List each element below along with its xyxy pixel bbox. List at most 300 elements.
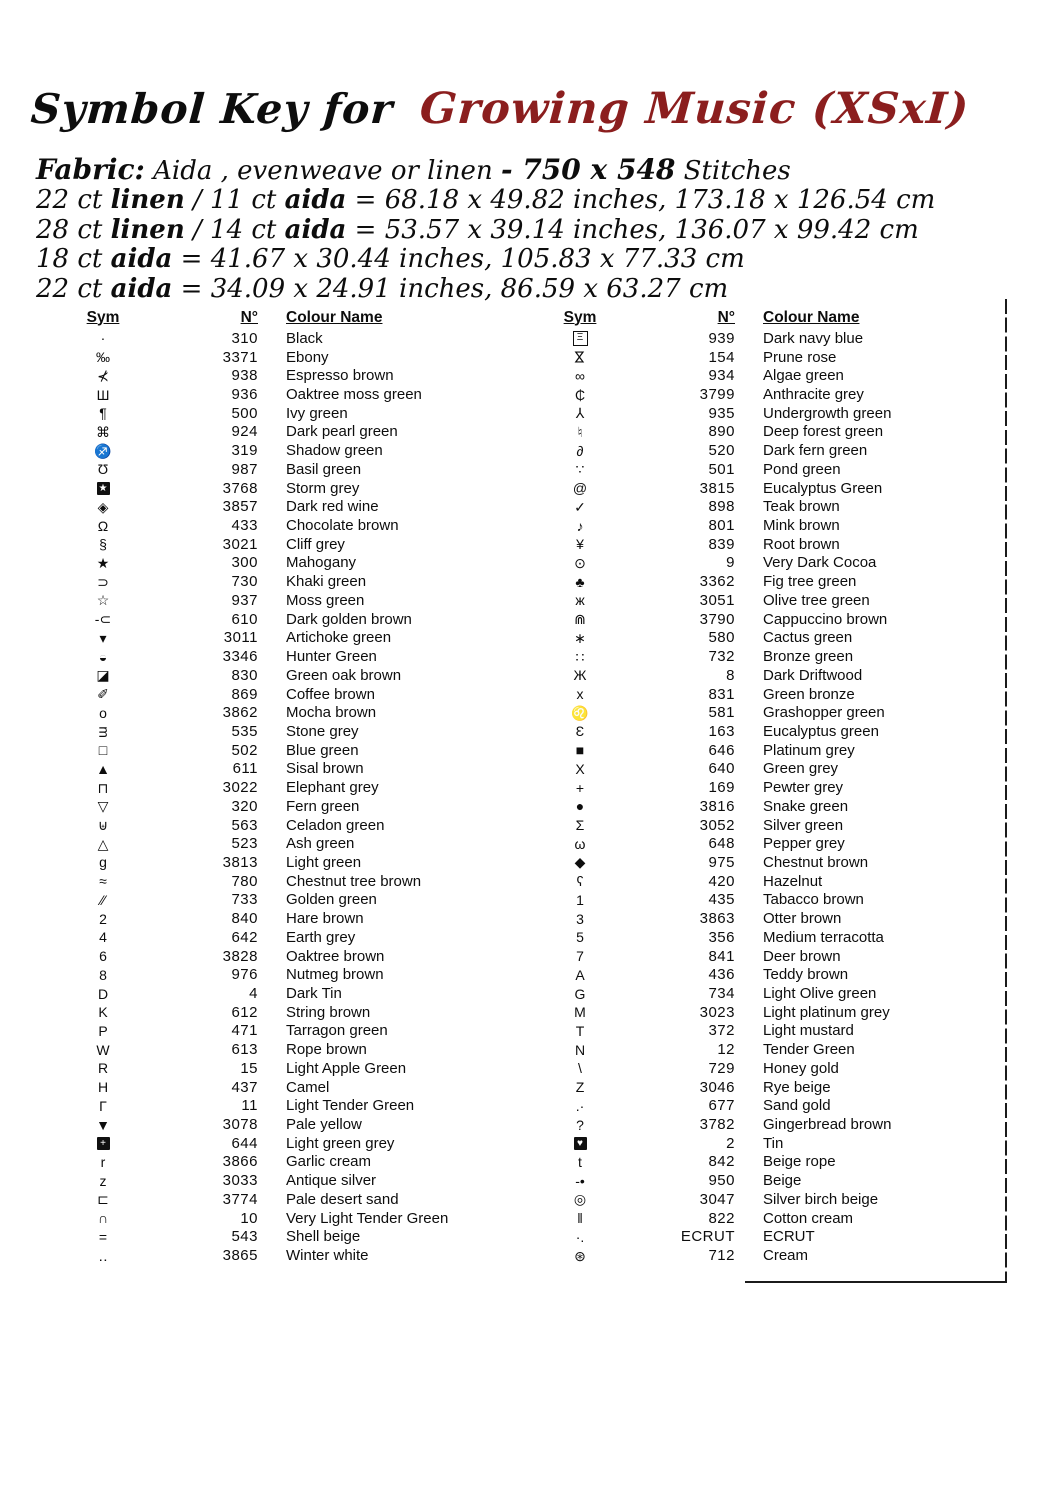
number-cell: 3046: [699, 1078, 735, 1096]
table-row: [545, 891, 1005, 910]
colour-name-cell: Storm grey: [286, 479, 360, 497]
symbol-cell: ⌘: [96, 423, 110, 440]
table-row: [545, 629, 1005, 648]
colour-name-cell: Tabacco brown: [763, 891, 864, 909]
symbol-cell: ∗: [574, 629, 586, 646]
colour-name-cell: Chestnut tree brown: [286, 872, 422, 890]
symbol-cell: N: [574, 1041, 586, 1058]
table-row: [68, 909, 538, 928]
colour-name-cell: Dark navy blue: [763, 329, 864, 347]
number-cell: 310: [231, 329, 258, 347]
colour-name-cell: Light Apple Green: [286, 1059, 407, 1077]
table-row: [545, 554, 1005, 573]
colour-name-cell: ECRUT: [763, 1228, 815, 1246]
colour-name-cell: Basil green: [286, 460, 362, 478]
table-row: [545, 441, 1005, 460]
number-cell: 523: [231, 835, 258, 853]
colour-name-cell: Pepper grey: [763, 835, 845, 853]
table-row: [68, 497, 538, 516]
number-cell: 154: [708, 348, 735, 366]
symbol-cell: ‖: [577, 1210, 583, 1227]
number-cell: 732: [708, 648, 735, 666]
number-cell: 3047: [699, 1190, 735, 1208]
number-cell: 2: [726, 1134, 735, 1152]
symbol-cell: △: [97, 835, 109, 852]
colour-name-cell: Tin: [763, 1134, 784, 1152]
colour-name-cell: Eucalyptus green: [763, 722, 879, 740]
colour-name-cell: Oaktree moss green: [286, 386, 422, 404]
table-row: [545, 816, 1005, 835]
colour-name-cell: Algae green: [763, 367, 844, 385]
colour-name-cell: Ivy green: [286, 404, 348, 422]
table-row: [545, 872, 1005, 891]
symbol-cell: 3: [576, 910, 584, 927]
table-row: [68, 778, 538, 797]
colour-name-cell: Green grey: [763, 760, 839, 778]
table-row: [545, 572, 1005, 591]
symbol-cell: §: [99, 536, 107, 553]
colour-name-cell: Fern green: [286, 797, 360, 815]
symbol-cell: ∷: [575, 648, 585, 665]
colour-name-cell: Dark fern green: [763, 442, 868, 460]
symbol-cell: 1: [576, 891, 584, 908]
table-row: [545, 385, 1005, 404]
colour-name-cell: Beige rope: [763, 1153, 836, 1171]
colour-name-cell: Chestnut brown: [763, 853, 869, 871]
colour-name-cell: Ebony: [286, 348, 329, 366]
number-cell: 420: [708, 872, 735, 890]
table-row: [68, 348, 538, 367]
colour-name-cell: Otter brown: [763, 910, 842, 928]
colour-name-cell: Mahogany: [286, 554, 357, 572]
table-row: [545, 909, 1005, 928]
table-row: [545, 947, 1005, 966]
number-cell: 3078: [222, 1116, 258, 1134]
table-row: [545, 1059, 1005, 1078]
colour-name-cell: Dark Tin: [286, 985, 342, 1003]
symbol-cell: 7: [576, 948, 584, 965]
table-row: [545, 1078, 1005, 1097]
colour-name-cell: Pewter grey: [763, 779, 844, 797]
number-cell: 936: [231, 386, 258, 404]
colour-name-cell: Teak brown: [763, 498, 840, 516]
colour-name-cell: Cliff grey: [286, 535, 345, 553]
table-row: [68, 722, 538, 741]
symbol-cell: T: [575, 1022, 585, 1039]
header-sym: Sym: [563, 308, 597, 326]
colour-name-cell: Sand gold: [763, 1097, 831, 1115]
header-colour-name: Colour Name: [763, 308, 860, 326]
table-row: [545, 1003, 1005, 1022]
number-cell: 169: [708, 779, 735, 797]
symbol-cell: ж: [575, 592, 585, 609]
colour-name-cell: Medium terracotta: [763, 928, 884, 946]
number-cell: 12: [717, 1041, 735, 1059]
symbol-cell: ★: [96, 554, 110, 571]
number-cell: 830: [231, 666, 258, 684]
symbol-cell: ▾: [99, 629, 107, 646]
table-row: [68, 1134, 538, 1153]
table-row: [68, 816, 538, 835]
number-cell: 3346: [222, 648, 258, 666]
table-row: [68, 554, 538, 573]
colour-name-cell: Espresso brown: [286, 367, 394, 385]
table-row: [68, 629, 538, 648]
symbol-table-right: [545, 306, 1005, 1265]
table-row: [68, 666, 538, 685]
colour-name-cell: Honey gold: [763, 1059, 839, 1077]
number-cell: 435: [708, 891, 735, 909]
symbol-cell: 2: [99, 910, 107, 927]
symbol-cell: D: [97, 985, 109, 1002]
colour-name-cell: String brown: [286, 1003, 371, 1021]
symbol-cell: ♮: [577, 423, 583, 440]
table-row: [68, 928, 538, 947]
table-row: [545, 1096, 1005, 1115]
symbol-cell: Χ: [575, 760, 585, 777]
symbol-cell: ♐: [94, 442, 112, 459]
symbol-cell: o: [99, 704, 107, 721]
symbol-cell: M: [574, 1004, 586, 1021]
colour-name-cell: Cactus green: [763, 629, 853, 647]
symbol-cell: ◈: [97, 498, 109, 515]
number-cell: 975: [708, 853, 735, 871]
symbol-cell: Z: [575, 1079, 585, 1096]
symbol-cell: ♥: [574, 1137, 587, 1150]
table-row: [68, 329, 538, 348]
symbol-cell: ?: [576, 1116, 584, 1133]
table-row: [545, 1022, 1005, 1041]
table-row: [68, 853, 538, 872]
fabric-line: Fabric: Aida , evenweave or linen - 750 x 548 Stitches: [36, 153, 791, 186]
symbol-cell: -⊂: [94, 611, 112, 628]
colour-name-cell: Light Olive green: [763, 985, 877, 1003]
number-cell: 937: [231, 591, 258, 609]
fabric-line: 18 ct aida = 41.67 x 30.44 inches, 105.83 x 77.33 cm: [36, 244, 745, 275]
number-cell: 3362: [699, 573, 735, 591]
number-cell: 8: [726, 666, 735, 684]
table-row: [68, 423, 538, 442]
symbol-cell: ♪: [576, 517, 584, 534]
colour-name-cell: Green bronze: [763, 685, 855, 703]
symbol-table-right-rows: [545, 329, 1005, 1265]
symbol-cell: .·: [575, 1097, 585, 1114]
number-cell: 3790: [699, 610, 735, 628]
colour-name-cell: Blue green: [286, 741, 359, 759]
symbol-cell: ⊛: [574, 1247, 586, 1264]
symbol-cell: ☆: [96, 592, 110, 609]
colour-name-cell: Grashopper green: [763, 704, 885, 722]
symbol-table-left-rows: [68, 329, 538, 1265]
fabric-line: 28 ct linen / 14 ct aida = 53.57 x 39.14 inches, 136.07 x 99.42 cm: [36, 214, 919, 245]
number-cell: 581: [708, 704, 735, 722]
number-cell: 646: [708, 741, 735, 759]
colour-name-cell: Undergrowth green: [763, 404, 892, 422]
number-cell: 11: [241, 1097, 258, 1115]
table-header: [545, 306, 1005, 329]
colour-name-cell: Mink brown: [763, 517, 840, 535]
colour-name-cell: Sisal brown: [286, 760, 364, 778]
number-cell: 471: [231, 1022, 258, 1040]
table-row: [68, 460, 538, 479]
symbol-cell: ✐: [97, 686, 109, 703]
symbol-cell: t: [578, 1153, 582, 1170]
symbol-cell: 6: [99, 948, 107, 965]
number-cell: 3768: [222, 479, 258, 497]
number-cell: 3863: [699, 910, 735, 928]
colour-name-cell: Snake green: [763, 797, 849, 815]
symbol-cell: ◎: [573, 1191, 587, 1208]
page-title: [0, 84, 1000, 134]
table-row: [545, 965, 1005, 984]
symbol-cell: ∞: [575, 367, 585, 384]
table-row: [68, 1059, 538, 1078]
number-cell: 501: [708, 460, 735, 478]
number-cell: 3857: [222, 498, 258, 516]
colour-name-cell: Light Tender Green: [286, 1097, 415, 1115]
table-row: [545, 703, 1005, 722]
colour-name-cell: Tarragon green: [286, 1022, 388, 1040]
number-cell: 3799: [699, 386, 735, 404]
table-row: [545, 666, 1005, 685]
number-cell: 3813: [222, 853, 258, 871]
symbol-cell: ◒: [98, 648, 108, 665]
colour-name-cell: Stone grey: [286, 722, 359, 740]
colour-name-cell: Bronze green: [763, 648, 854, 666]
symbol-cell: ♣: [575, 573, 585, 590]
colour-name-cell: Light mustard: [763, 1022, 854, 1040]
symbol-cell: ¥: [576, 536, 584, 553]
header-number: N°: [240, 308, 258, 326]
number-cell: 3862: [222, 704, 258, 722]
table-row: [68, 1003, 538, 1022]
symbol-cell: +: [97, 1137, 110, 1150]
symbol-cell: \: [578, 1060, 582, 1077]
table-row: [545, 348, 1005, 367]
table-row: [545, 928, 1005, 947]
number-cell: 939: [708, 329, 735, 347]
fabric-info: [36, 155, 1026, 304]
symbol-cell: K: [98, 1004, 108, 1021]
table-row: [545, 497, 1005, 516]
table-row: [68, 1115, 538, 1134]
table-row: [545, 984, 1005, 1003]
symbol-cell: ⊃: [97, 573, 109, 590]
number-cell: 3866: [222, 1153, 258, 1171]
table-row: [68, 965, 538, 984]
symbol-cell: ≈: [99, 873, 107, 890]
symbol-cell: ▽: [97, 798, 109, 815]
colour-name-cell: Oaktree brown: [286, 947, 385, 965]
colour-name-cell: Rye beige: [763, 1078, 831, 1096]
number-cell: 3774: [222, 1190, 258, 1208]
table-row: [68, 947, 538, 966]
number-cell: 436: [708, 966, 735, 984]
symbol-cell: Ξ: [573, 331, 588, 346]
table-row: [545, 1228, 1005, 1247]
number-cell: 372: [708, 1022, 735, 1040]
number-cell: 841: [708, 947, 735, 965]
table-row: [545, 610, 1005, 629]
table-row: [68, 1246, 538, 1265]
number-cell: 950: [708, 1172, 735, 1190]
symbol-cell: Ɛ: [575, 723, 585, 740]
number-cell: 644: [231, 1134, 258, 1152]
number-cell: 3816: [699, 797, 735, 815]
symbol-cell: ⊀: [97, 367, 109, 384]
table-row: [68, 441, 538, 460]
table-row: [545, 479, 1005, 498]
colour-name-cell: Black: [286, 329, 323, 347]
table-row: [68, 797, 538, 816]
symbol-cell: +: [575, 779, 585, 796]
colour-name-cell: Garlic cream: [286, 1153, 372, 1171]
table-row: [68, 610, 538, 629]
table-row: [545, 1190, 1005, 1209]
number-cell: 987: [231, 460, 258, 478]
number-cell: 3371: [222, 348, 258, 366]
number-cell: 3022: [222, 779, 258, 797]
symbol-cell: ‥: [98, 1247, 108, 1264]
number-cell: ECRUT: [680, 1228, 735, 1246]
symbol-cell: ⅄: [575, 405, 585, 422]
colour-name-cell: Camel: [286, 1078, 330, 1096]
table-right-border: [1005, 299, 1007, 1283]
colour-name-cell: Root brown: [763, 535, 840, 553]
colour-name-cell: Very Dark Cocoa: [763, 554, 877, 572]
symbol-cell: ʕ: [576, 873, 584, 890]
number-cell: 712: [708, 1247, 735, 1265]
number-cell: 535: [231, 722, 258, 740]
page-title-script: Symbol Key for: [29, 85, 396, 133]
colour-name-cell: Prune rose: [763, 348, 837, 366]
table-row: [68, 1022, 538, 1041]
number-cell: 3815: [699, 479, 735, 497]
symbol-cell: ·.: [575, 1228, 585, 1245]
colour-name-cell: Cream: [763, 1247, 809, 1265]
symbol-cell: ⊓: [97, 779, 109, 796]
colour-name-cell: Elephant grey: [286, 779, 379, 797]
table-row: [545, 1171, 1005, 1190]
colour-name-cell: Pale yellow: [286, 1116, 362, 1134]
table-row: [68, 741, 538, 760]
table-row: [68, 872, 538, 891]
table-row: [545, 1153, 1005, 1172]
table-row: [545, 1040, 1005, 1059]
number-cell: 319: [231, 442, 258, 460]
symbol-cell: H: [97, 1079, 109, 1096]
table-row: [545, 423, 1005, 442]
symbol-cell: Ш: [96, 386, 110, 403]
number-cell: 437: [231, 1078, 258, 1096]
number-cell: 3033: [222, 1172, 258, 1190]
number-cell: 898: [708, 498, 735, 516]
number-cell: 3052: [699, 816, 735, 834]
colour-name-cell: Ash green: [286, 835, 355, 853]
number-cell: 15: [240, 1059, 258, 1077]
number-cell: 648: [708, 835, 735, 853]
table-row: [68, 1228, 538, 1247]
symbol-cell: ⋒: [574, 611, 586, 628]
table-row: [68, 366, 538, 385]
table-row: [545, 366, 1005, 385]
table-row: [545, 797, 1005, 816]
symbol-cell: ⊎: [97, 817, 109, 834]
symbol-cell: Σ: [575, 817, 585, 834]
fabric-line: 22 ct aida = 34.09 x 24.91 inches, 86.59 x 63.27 cm: [36, 273, 729, 304]
colour-name-cell: Green oak brown: [286, 666, 402, 684]
symbol-cell: g: [99, 854, 107, 871]
table-row: [545, 329, 1005, 348]
colour-name-cell: Hazelnut: [763, 872, 823, 890]
table-row: [68, 760, 538, 779]
symbol-cell: ★: [97, 482, 110, 495]
table-row: [68, 1190, 538, 1209]
colour-name-cell: Olive tree green: [763, 591, 870, 609]
symbol-cell: x: [576, 686, 584, 703]
number-cell: 934: [708, 367, 735, 385]
table-row: [68, 516, 538, 535]
colour-name-cell: Anthracite grey: [763, 386, 864, 404]
number-cell: 4: [249, 985, 258, 1003]
table-row: [68, 1078, 538, 1097]
colour-name-cell: Deer brown: [763, 947, 841, 965]
table-row: [545, 722, 1005, 741]
number-cell: 734: [708, 985, 735, 1003]
colour-name-cell: Gingerbread brown: [763, 1116, 892, 1134]
number-cell: 580: [708, 629, 735, 647]
symbol-cell: -•: [575, 1172, 585, 1189]
colour-name-cell: Cotton cream: [763, 1209, 854, 1227]
number-cell: 839: [708, 535, 735, 553]
symbol-cell: Ж: [573, 667, 587, 684]
colour-name-cell: Tender Green: [763, 1041, 855, 1059]
table-row: [545, 778, 1005, 797]
symbol-cell: =: [98, 1228, 108, 1245]
table-row: [545, 535, 1005, 554]
symbol-cell: ω: [574, 835, 586, 852]
table-row: [545, 834, 1005, 853]
table-row: [68, 1153, 538, 1172]
table-row: [68, 479, 538, 498]
colour-name-cell: Silver birch beige: [763, 1190, 879, 1208]
number-cell: 520: [708, 442, 735, 460]
colour-name-cell: Dark pearl green: [286, 423, 398, 441]
colour-name-cell: Coffee brown: [286, 685, 375, 703]
table-row: [545, 460, 1005, 479]
number-cell: 869: [231, 685, 258, 703]
page-title-name: Growing Music (XSxI): [417, 84, 971, 134]
colour-name-cell: Dark Driftwood: [763, 666, 863, 684]
symbol-cell: ◪: [96, 667, 110, 684]
number-cell: 3021: [222, 535, 258, 553]
table-row: [68, 535, 538, 554]
colour-name-cell: Hare brown: [286, 910, 364, 928]
number-cell: 801: [708, 517, 735, 535]
symbol-cell: A: [575, 966, 585, 983]
table-row: [68, 572, 538, 591]
colour-name-cell: Rope brown: [286, 1041, 367, 1059]
symbol-cell: ◆: [574, 854, 586, 871]
symbol-cell: ‰: [96, 349, 110, 366]
symbol-cell: □: [98, 742, 108, 759]
symbol-cell: Ʊ: [97, 461, 109, 478]
table-row: [68, 685, 538, 704]
number-cell: 3828: [222, 947, 258, 965]
number-cell: 729: [708, 1059, 735, 1077]
symbol-cell: ⋈: [572, 350, 588, 365]
number-cell: 502: [231, 741, 258, 759]
